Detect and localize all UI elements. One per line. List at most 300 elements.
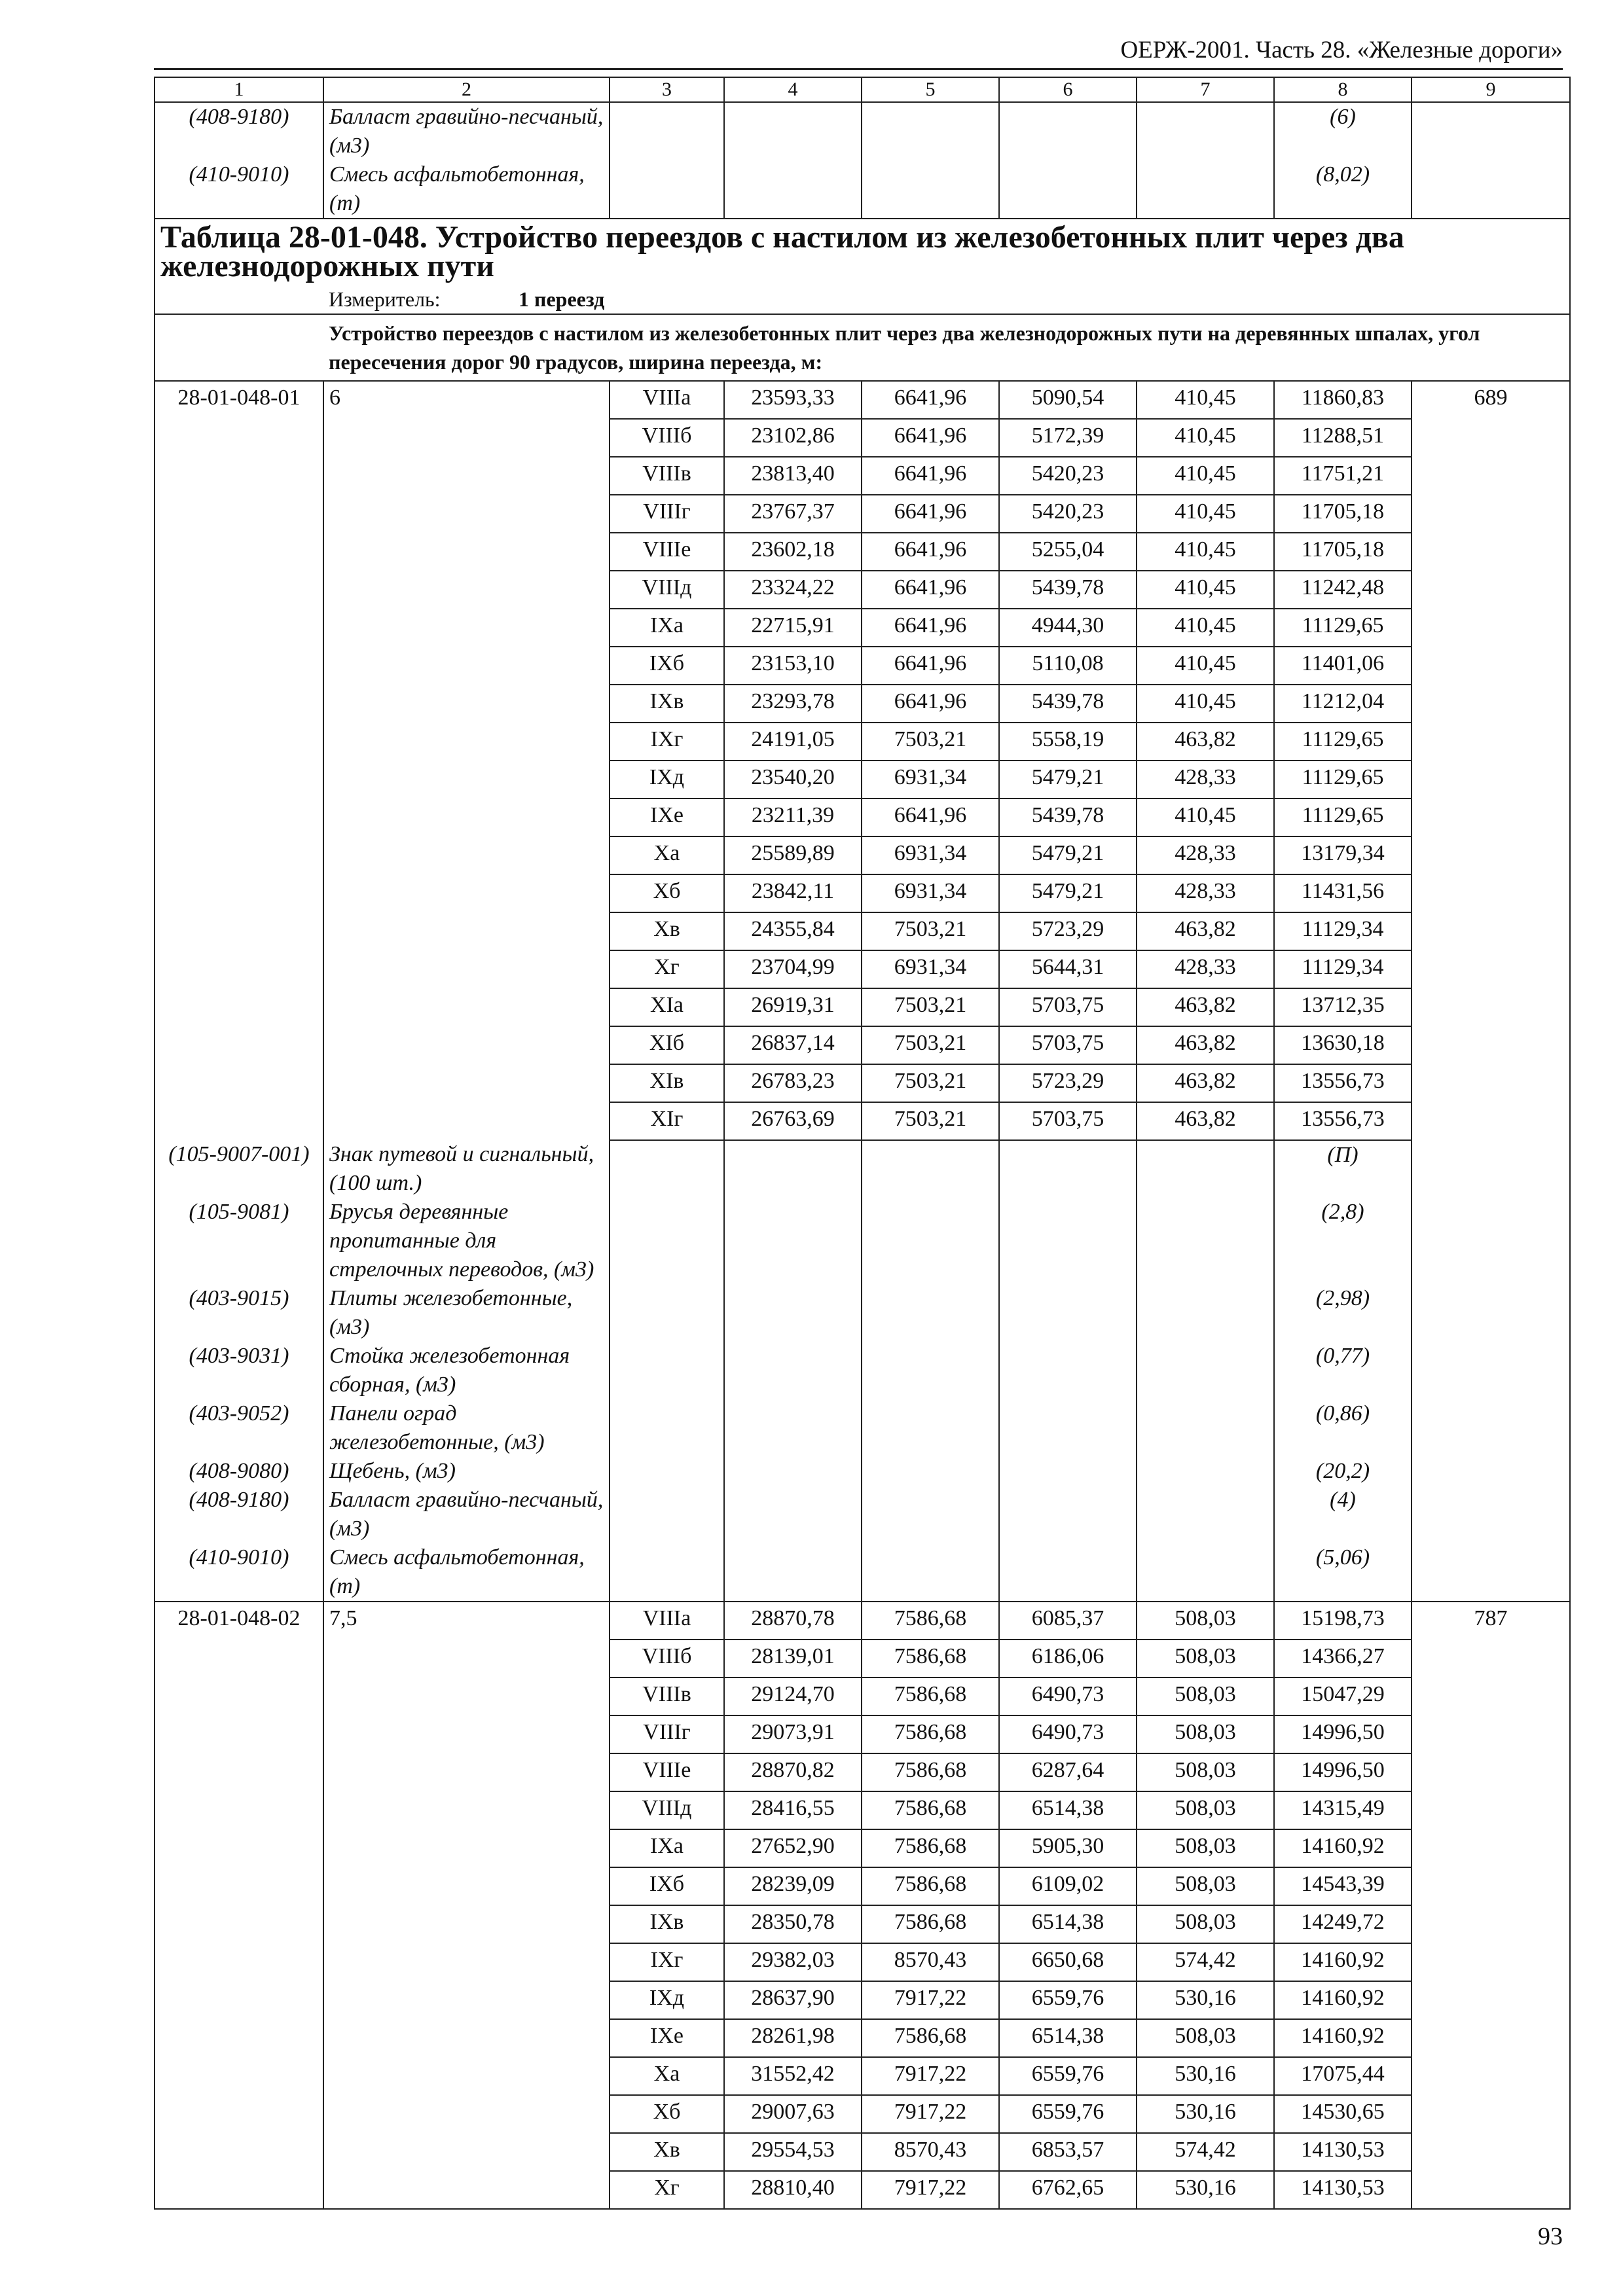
zone-code: IXд — [610, 1981, 724, 2019]
material-name: Панели оград железобетонные, (м3) — [323, 1399, 610, 1457]
price-value: 23842,11 — [724, 874, 862, 912]
price-value: 508,03 — [1137, 1867, 1274, 1905]
price-value: 7503,21 — [862, 1064, 999, 1102]
price-value: 5644,31 — [999, 950, 1137, 988]
price-value: 6186,06 — [999, 1640, 1137, 1677]
price-row — [155, 912, 1570, 950]
price-value: 28870,82 — [724, 1753, 862, 1791]
price-value: 410,45 — [1137, 533, 1274, 571]
zone-code: Xв — [610, 2133, 724, 2171]
price-value: 14160,92 — [1274, 1943, 1412, 1981]
price-row — [155, 950, 1570, 988]
price-value: 22715,91 — [724, 609, 862, 647]
price-row — [155, 723, 1570, 761]
price-value: 6490,73 — [999, 1677, 1137, 1715]
entry-col9: 787 — [1412, 1602, 1570, 1640]
price-row — [155, 1640, 1570, 1677]
zone-code: XIг — [610, 1102, 724, 1140]
price-value: 428,33 — [1137, 874, 1274, 912]
material-code: (408-9180) — [155, 102, 323, 160]
price-value: 28637,90 — [724, 1981, 862, 2019]
material-code: (410-9010) — [155, 160, 323, 219]
price-value: 463,82 — [1137, 988, 1274, 1026]
price-value: 23602,18 — [724, 533, 862, 571]
price-value: 5420,23 — [999, 457, 1137, 495]
price-value: 574,42 — [1137, 1943, 1274, 1981]
price-row — [155, 2019, 1570, 2057]
zone-code: IXа — [610, 1829, 724, 1867]
price-value: 23102,86 — [724, 419, 862, 457]
price-value: 5439,78 — [999, 685, 1137, 723]
price-value: 11129,34 — [1274, 912, 1412, 950]
price-value: 26783,23 — [724, 1064, 862, 1102]
price-value: 28810,40 — [724, 2171, 862, 2209]
zone-code: VIIIа — [610, 1602, 724, 1640]
material-qty: (8,02) — [1274, 160, 1412, 219]
price-row — [155, 836, 1570, 874]
price-value: 508,03 — [1137, 1791, 1274, 1829]
zone-code: XIб — [610, 1026, 724, 1064]
price-value: 7586,68 — [862, 1640, 999, 1677]
price-value: 5723,29 — [999, 912, 1137, 950]
entry-width: 6 — [323, 381, 610, 419]
zone-code: Xа — [610, 2057, 724, 2095]
price-value: 410,45 — [1137, 685, 1274, 723]
price-value: 29124,70 — [724, 1677, 862, 1715]
column-number: 6 — [999, 77, 1137, 102]
price-value: 410,45 — [1137, 419, 1274, 457]
price-row — [155, 1064, 1570, 1102]
zone-code: VIIIв — [610, 457, 724, 495]
price-value: 23540,20 — [724, 761, 862, 798]
price-value: 15047,29 — [1274, 1677, 1412, 1715]
price-value: 508,03 — [1137, 1602, 1274, 1640]
material-qty: (4) — [1274, 1486, 1412, 1543]
price-row — [155, 1867, 1570, 1905]
column-number: 7 — [1137, 77, 1274, 102]
price-value: 4944,30 — [999, 609, 1137, 647]
price-row — [155, 798, 1570, 836]
price-value: 15198,73 — [1274, 1602, 1412, 1640]
price-value: 11129,34 — [1274, 950, 1412, 988]
price-value: 31552,42 — [724, 2057, 862, 2095]
price-value: 23767,37 — [724, 495, 862, 533]
price-value: 14130,53 — [1274, 2133, 1412, 2171]
price-value: 5703,75 — [999, 1102, 1137, 1140]
price-row — [155, 647, 1570, 685]
price-value: 14160,92 — [1274, 1981, 1412, 2019]
price-value: 5479,21 — [999, 874, 1137, 912]
price-row — [155, 2095, 1570, 2133]
price-value: 14130,53 — [1274, 2171, 1412, 2209]
price-value: 5439,78 — [999, 798, 1137, 836]
price-value: 14160,92 — [1274, 1829, 1412, 1867]
zone-code: IXб — [610, 647, 724, 685]
column-number: 1 — [155, 77, 323, 102]
price-row — [155, 1943, 1570, 1981]
zone-code: IXб — [610, 1867, 724, 1905]
price-value: 23704,99 — [724, 950, 862, 988]
material-name: Балласт гравийно-песчаный, (м3) — [323, 1486, 610, 1543]
price-row — [155, 1905, 1570, 1943]
column-number: 9 — [1412, 77, 1570, 102]
table-description: Устройство переездов с настилом из железобетонных плит через два железнодорожных пути на деревянных шпалах, угол пересечения дорог 90 градусов, ширина переезда, м: — [323, 314, 1570, 381]
price-value: 7586,68 — [862, 1867, 999, 1905]
material-qty: (20,2) — [1274, 1457, 1412, 1486]
entry-code: 28-01-048-01 — [155, 381, 323, 419]
price-value: 29007,63 — [724, 2095, 862, 2133]
zone-code: VIIIб — [610, 419, 724, 457]
price-value: 6109,02 — [999, 1867, 1137, 1905]
description-row — [155, 314, 1570, 381]
price-value: 6641,96 — [862, 495, 999, 533]
price-value: 7917,22 — [862, 1981, 999, 2019]
price-value: 7586,68 — [862, 1829, 999, 1867]
price-row — [155, 1102, 1570, 1140]
header-rule — [154, 68, 1563, 70]
material-name: Смесь асфальтобетонная, (т) — [323, 160, 610, 219]
zone-code: XIа — [610, 988, 724, 1026]
price-row — [155, 1829, 1570, 1867]
material-name: Щебень, (м3) — [323, 1457, 610, 1486]
price-value: 7503,21 — [862, 723, 999, 761]
price-value: 11212,04 — [1274, 685, 1412, 723]
price-value: 6931,34 — [862, 836, 999, 874]
price-value: 11705,18 — [1274, 495, 1412, 533]
zone-code: VIIIг — [610, 1715, 724, 1753]
price-value: 11705,18 — [1274, 533, 1412, 571]
price-value: 410,45 — [1137, 571, 1274, 609]
price-value: 28139,01 — [724, 1640, 862, 1677]
price-value: 7503,21 — [862, 1026, 999, 1064]
price-value: 7586,68 — [862, 1753, 999, 1791]
zone-code: VIIIд — [610, 1791, 724, 1829]
price-row — [155, 1026, 1570, 1064]
price-value: 6559,76 — [999, 2057, 1137, 2095]
price-value: 28239,09 — [724, 1867, 862, 1905]
material-row — [155, 1198, 1570, 1284]
zone-code: Xг — [610, 2171, 724, 2209]
price-value: 463,82 — [1137, 1026, 1274, 1064]
price-value: 14160,92 — [1274, 2019, 1412, 2057]
zone-code: VIIIе — [610, 533, 724, 571]
price-row — [155, 1981, 1570, 2019]
price-value: 6559,76 — [999, 1981, 1137, 2019]
price-row — [155, 761, 1570, 798]
price-value: 6559,76 — [999, 2095, 1137, 2133]
price-value: 14530,65 — [1274, 2095, 1412, 2133]
price-value: 5479,21 — [999, 836, 1137, 874]
zone-code: Xг — [610, 950, 724, 988]
price-value: 6931,34 — [862, 950, 999, 988]
price-value: 5255,04 — [999, 533, 1137, 571]
material-name: Смесь асфальтобетонная, (т) — [323, 1543, 610, 1602]
zone-code: VIIIе — [610, 1753, 724, 1791]
price-value: 5703,75 — [999, 1026, 1137, 1064]
price-value: 530,16 — [1137, 2057, 1274, 2095]
price-value: 14366,27 — [1274, 1640, 1412, 1677]
price-value: 26837,14 — [724, 1026, 862, 1064]
price-row — [155, 533, 1570, 571]
price-value: 14996,50 — [1274, 1715, 1412, 1753]
price-value: 29554,53 — [724, 2133, 862, 2171]
price-value: 7586,68 — [862, 1715, 999, 1753]
zone-code: Xв — [610, 912, 724, 950]
price-value: 463,82 — [1137, 1064, 1274, 1102]
price-value: 7586,68 — [862, 1602, 999, 1640]
price-value: 29073,91 — [724, 1715, 862, 1753]
price-value: 410,45 — [1137, 609, 1274, 647]
price-value: 24191,05 — [724, 723, 862, 761]
price-value: 5172,39 — [999, 419, 1137, 457]
price-value: 13179,34 — [1274, 836, 1412, 874]
price-value: 5558,19 — [999, 723, 1137, 761]
price-value: 7586,68 — [862, 1791, 999, 1829]
zone-code: Xб — [610, 874, 724, 912]
price-value: 463,82 — [1137, 1102, 1274, 1140]
zone-code: Xа — [610, 836, 724, 874]
price-value: 17075,44 — [1274, 2057, 1412, 2095]
price-value: 410,45 — [1137, 798, 1274, 836]
price-value: 508,03 — [1137, 1677, 1274, 1715]
price-value: 530,16 — [1137, 1981, 1274, 2019]
price-value: 410,45 — [1137, 647, 1274, 685]
zone-code: IXв — [610, 1905, 724, 1943]
price-value: 14249,72 — [1274, 1905, 1412, 1943]
price-row — [155, 381, 1570, 419]
price-row — [155, 495, 1570, 533]
price-value: 7586,68 — [862, 1677, 999, 1715]
price-value: 7586,68 — [862, 1905, 999, 1943]
entry-width: 7,5 — [323, 1602, 610, 1640]
zone-code: IXг — [610, 1943, 724, 1981]
price-value: 29382,03 — [724, 1943, 862, 1981]
price-row — [155, 2133, 1570, 2171]
price-value: 6931,34 — [862, 874, 999, 912]
price-value: 428,33 — [1137, 761, 1274, 798]
price-value: 508,03 — [1137, 2019, 1274, 2057]
entry-code: 28-01-048-02 — [155, 1602, 323, 1640]
price-value: 6490,73 — [999, 1715, 1137, 1753]
price-value: 6931,34 — [862, 761, 999, 798]
zone-code: IXг — [610, 723, 724, 761]
price-value: 28870,78 — [724, 1602, 862, 1640]
price-value: 6641,96 — [862, 381, 999, 419]
price-row — [155, 571, 1570, 609]
price-value: 28261,98 — [724, 2019, 862, 2057]
zone-code: VIIIг — [610, 495, 724, 533]
column-number: 4 — [724, 77, 862, 102]
price-value: 5110,08 — [999, 647, 1137, 685]
material-row — [155, 1140, 1570, 1198]
material-name: Балласт гравийно-песчаный, (м3) — [323, 102, 610, 160]
material-code: (408-9080) — [155, 1457, 323, 1486]
price-value: 6514,38 — [999, 1791, 1137, 1829]
column-number: 3 — [610, 77, 724, 102]
price-value: 530,16 — [1137, 2171, 1274, 2209]
price-value: 11860,83 — [1274, 381, 1412, 419]
price-value: 23293,78 — [724, 685, 862, 723]
zone-code: VIIIд — [610, 571, 724, 609]
zone-code: IXе — [610, 798, 724, 836]
price-value: 13556,73 — [1274, 1064, 1412, 1102]
price-row — [155, 1791, 1570, 1829]
price-value: 23211,39 — [724, 798, 862, 836]
material-code: (105-9007-001) — [155, 1140, 323, 1198]
price-row — [155, 874, 1570, 912]
price-value: 428,33 — [1137, 836, 1274, 874]
material-row — [155, 1457, 1570, 1486]
column-number-row — [155, 77, 1570, 102]
zone-code: VIIIв — [610, 1677, 724, 1715]
price-value: 6853,57 — [999, 2133, 1137, 2171]
price-value: 7917,22 — [862, 2095, 999, 2133]
price-value: 410,45 — [1137, 495, 1274, 533]
price-value: 508,03 — [1137, 1640, 1274, 1677]
price-value: 6287,64 — [999, 1753, 1137, 1791]
price-value: 5090,54 — [999, 381, 1137, 419]
price-value: 23593,33 — [724, 381, 862, 419]
price-value: 11751,21 — [1274, 457, 1412, 495]
price-value: 11129,65 — [1274, 761, 1412, 798]
entry-col9: 689 — [1412, 381, 1570, 419]
price-value: 5905,30 — [999, 1829, 1137, 1867]
price-value: 28350,78 — [724, 1905, 862, 1943]
zone-code: IXв — [610, 685, 724, 723]
column-number: 2 — [323, 77, 610, 102]
material-qty: (0,86) — [1274, 1399, 1412, 1457]
material-qty: (П) — [1274, 1140, 1412, 1198]
material-row — [155, 1486, 1570, 1543]
unit-value: 1 переезд — [519, 287, 605, 311]
table-title: Таблица 28-01-048. Устройство переездов с настилом из железобетонных плит через два железнодорожных пути — [155, 219, 1570, 285]
unit-row — [155, 285, 1570, 314]
material-row — [155, 1399, 1570, 1457]
price-value: 7503,21 — [862, 1102, 999, 1140]
price-value: 6641,96 — [862, 798, 999, 836]
price-value: 13712,35 — [1274, 988, 1412, 1026]
material-qty: (2,98) — [1274, 1284, 1412, 1342]
zone-code: IXа — [610, 609, 724, 647]
price-value: 6650,68 — [999, 1943, 1137, 1981]
price-row — [155, 2057, 1570, 2095]
price-value: 14996,50 — [1274, 1753, 1412, 1791]
price-row — [155, 2171, 1570, 2209]
material-name: Знак путевой и сигнальный, (100 шт.) — [323, 1140, 610, 1198]
column-number: 5 — [862, 77, 999, 102]
price-value: 6641,96 — [862, 533, 999, 571]
price-value: 530,16 — [1137, 2095, 1274, 2133]
material-code: (408-9180) — [155, 1486, 323, 1543]
material-name: Стойка железобетонная сборная, (м3) — [323, 1342, 610, 1399]
material-code: (403-9015) — [155, 1284, 323, 1342]
price-value: 11431,56 — [1274, 874, 1412, 912]
price-value: 5439,78 — [999, 571, 1137, 609]
page-number: 93 — [1538, 2223, 1563, 2250]
price-value: 13630,18 — [1274, 1026, 1412, 1064]
running-header: ОЕРЖ-2001. Часть 28. «Железные дороги» — [1120, 37, 1563, 63]
price-value: 11288,51 — [1274, 419, 1412, 457]
price-value: 13556,73 — [1274, 1102, 1412, 1140]
material-name: Плиты железобетонные, (м3) — [323, 1284, 610, 1342]
price-value: 25589,89 — [724, 836, 862, 874]
price-value: 6641,96 — [862, 647, 999, 685]
price-value: 24355,84 — [724, 912, 862, 950]
price-row — [155, 457, 1570, 495]
price-value: 5479,21 — [999, 761, 1137, 798]
price-row — [155, 685, 1570, 723]
price-value: 5723,29 — [999, 1064, 1137, 1102]
price-row — [155, 1602, 1570, 1640]
zone-code: Xб — [610, 2095, 724, 2133]
zone-code: IXд — [610, 761, 724, 798]
material-code: (105-9081) — [155, 1198, 323, 1284]
material-qty: (2,8) — [1274, 1198, 1412, 1284]
price-row — [155, 1753, 1570, 1791]
price-value: 7917,22 — [862, 2171, 999, 2209]
price-table — [154, 77, 1571, 2210]
material-qty: (6) — [1274, 102, 1412, 160]
price-value: 11242,48 — [1274, 571, 1412, 609]
price-value: 11129,65 — [1274, 723, 1412, 761]
price-value: 7503,21 — [862, 912, 999, 950]
price-row — [155, 1715, 1570, 1753]
price-value: 463,82 — [1137, 912, 1274, 950]
price-row — [155, 419, 1570, 457]
price-value: 5420,23 — [999, 495, 1137, 533]
price-value: 6641,96 — [862, 457, 999, 495]
price-value: 23324,22 — [724, 571, 862, 609]
price-value: 28416,55 — [724, 1791, 862, 1829]
material-row — [155, 160, 1570, 219]
zone-code: VIIIб — [610, 1640, 724, 1677]
price-value: 6085,37 — [999, 1602, 1137, 1640]
price-value: 574,42 — [1137, 2133, 1274, 2171]
zone-code: XIв — [610, 1064, 724, 1102]
price-value: 11401,06 — [1274, 647, 1412, 685]
price-value: 23153,10 — [724, 647, 862, 685]
price-value: 8570,43 — [862, 1943, 999, 1981]
material-row — [155, 1284, 1570, 1342]
price-value: 6641,96 — [862, 685, 999, 723]
zone-code: IXе — [610, 2019, 724, 2057]
price-value: 6762,65 — [999, 2171, 1137, 2209]
material-code: (410-9010) — [155, 1543, 323, 1602]
price-value: 5703,75 — [999, 988, 1137, 1026]
price-value: 26919,31 — [724, 988, 862, 1026]
price-value: 6641,96 — [862, 571, 999, 609]
material-qty: (0,77) — [1274, 1342, 1412, 1399]
price-value: 11129,65 — [1274, 798, 1412, 836]
price-value: 508,03 — [1137, 1715, 1274, 1753]
price-value: 428,33 — [1137, 950, 1274, 988]
material-name: Брусья деревянные пропитанные для стрелочных переводов, (м3) — [323, 1198, 610, 1284]
material-row — [155, 102, 1570, 160]
price-value: 11129,65 — [1274, 609, 1412, 647]
price-value: 6514,38 — [999, 1905, 1137, 1943]
price-value: 6641,96 — [862, 419, 999, 457]
material-qty: (5,06) — [1274, 1543, 1412, 1602]
price-value: 6514,38 — [999, 2019, 1137, 2057]
zone-code: VIIIа — [610, 381, 724, 419]
price-value: 6641,96 — [862, 609, 999, 647]
material-code: (403-9031) — [155, 1342, 323, 1399]
table-title-row — [155, 219, 1570, 285]
price-row — [155, 609, 1570, 647]
price-value: 8570,43 — [862, 2133, 999, 2171]
price-value: 508,03 — [1137, 1753, 1274, 1791]
price-value: 508,03 — [1137, 1905, 1274, 1943]
